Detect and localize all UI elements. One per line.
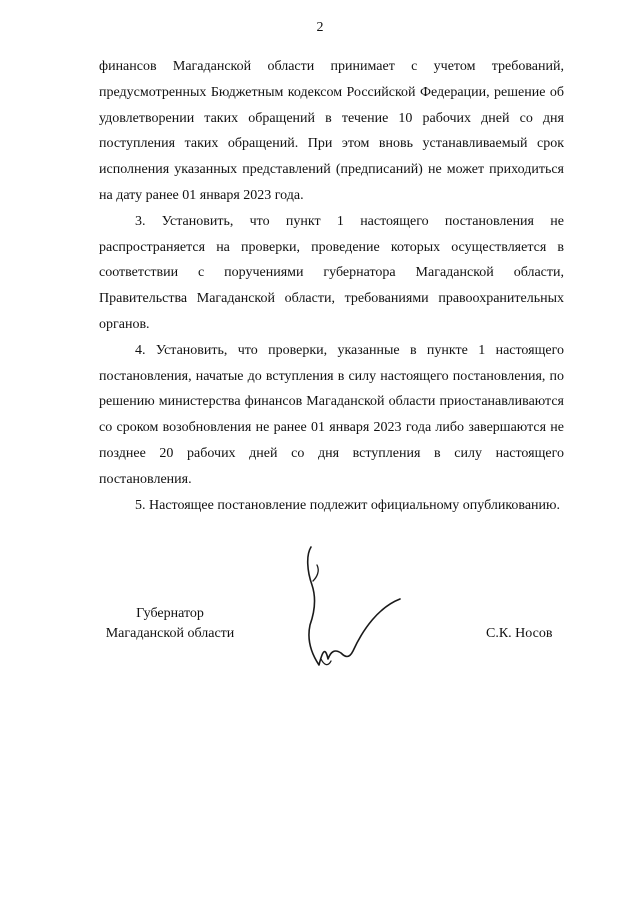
signatory-title [100, 604, 240, 644]
document-body [99, 54, 564, 518]
paragraph-5: 5. Настоящее постановление подлежит официальному опубликованию. [135, 497, 560, 513]
signatory-title-line2: Магаданской области [105, 626, 235, 641]
paragraph-3: 3. Установить, что пункт 1 настоящего постановления не распространяется на проверки, проведение которых осуществляется в соответствии с поручениями губернатора Магаданской области, Правительства Магаданской области, требованиями правоохранительных органов. [99, 213, 564, 332]
page-number: 2 [316, 20, 324, 35]
paragraph-continuation: финансов Магаданской области принимает с учетом требований, предусмотренных Бюджетным кодексом Российской Федерации, решение об удовлетворении таких обращений в течение 10 рабочих дней со дня поступления таких обращений. При этом вновь устанавливаемый срок исполнения указанных представлений (предписаний) не может приходиться на дату ранее 01 января 2023 года. [99, 59, 564, 203]
handwritten-signature [297, 541, 407, 676]
signatory-title-line1: Губернатор [136, 606, 204, 621]
paragraph-4: 4. Установить, что проверки, указанные в пункте 1 настоящего постановления, начатые до вступления в силу настоящего постановления, по решению министерства финансов Магаданской области приостанавливаются со сроком возобновления не ранее 01 января 2023 года либо завершаются не позднее 20 рабочих дней со дня вступления в силу настоящего постановления. [99, 342, 564, 487]
signatory-name: С.К. Носов [486, 626, 553, 641]
